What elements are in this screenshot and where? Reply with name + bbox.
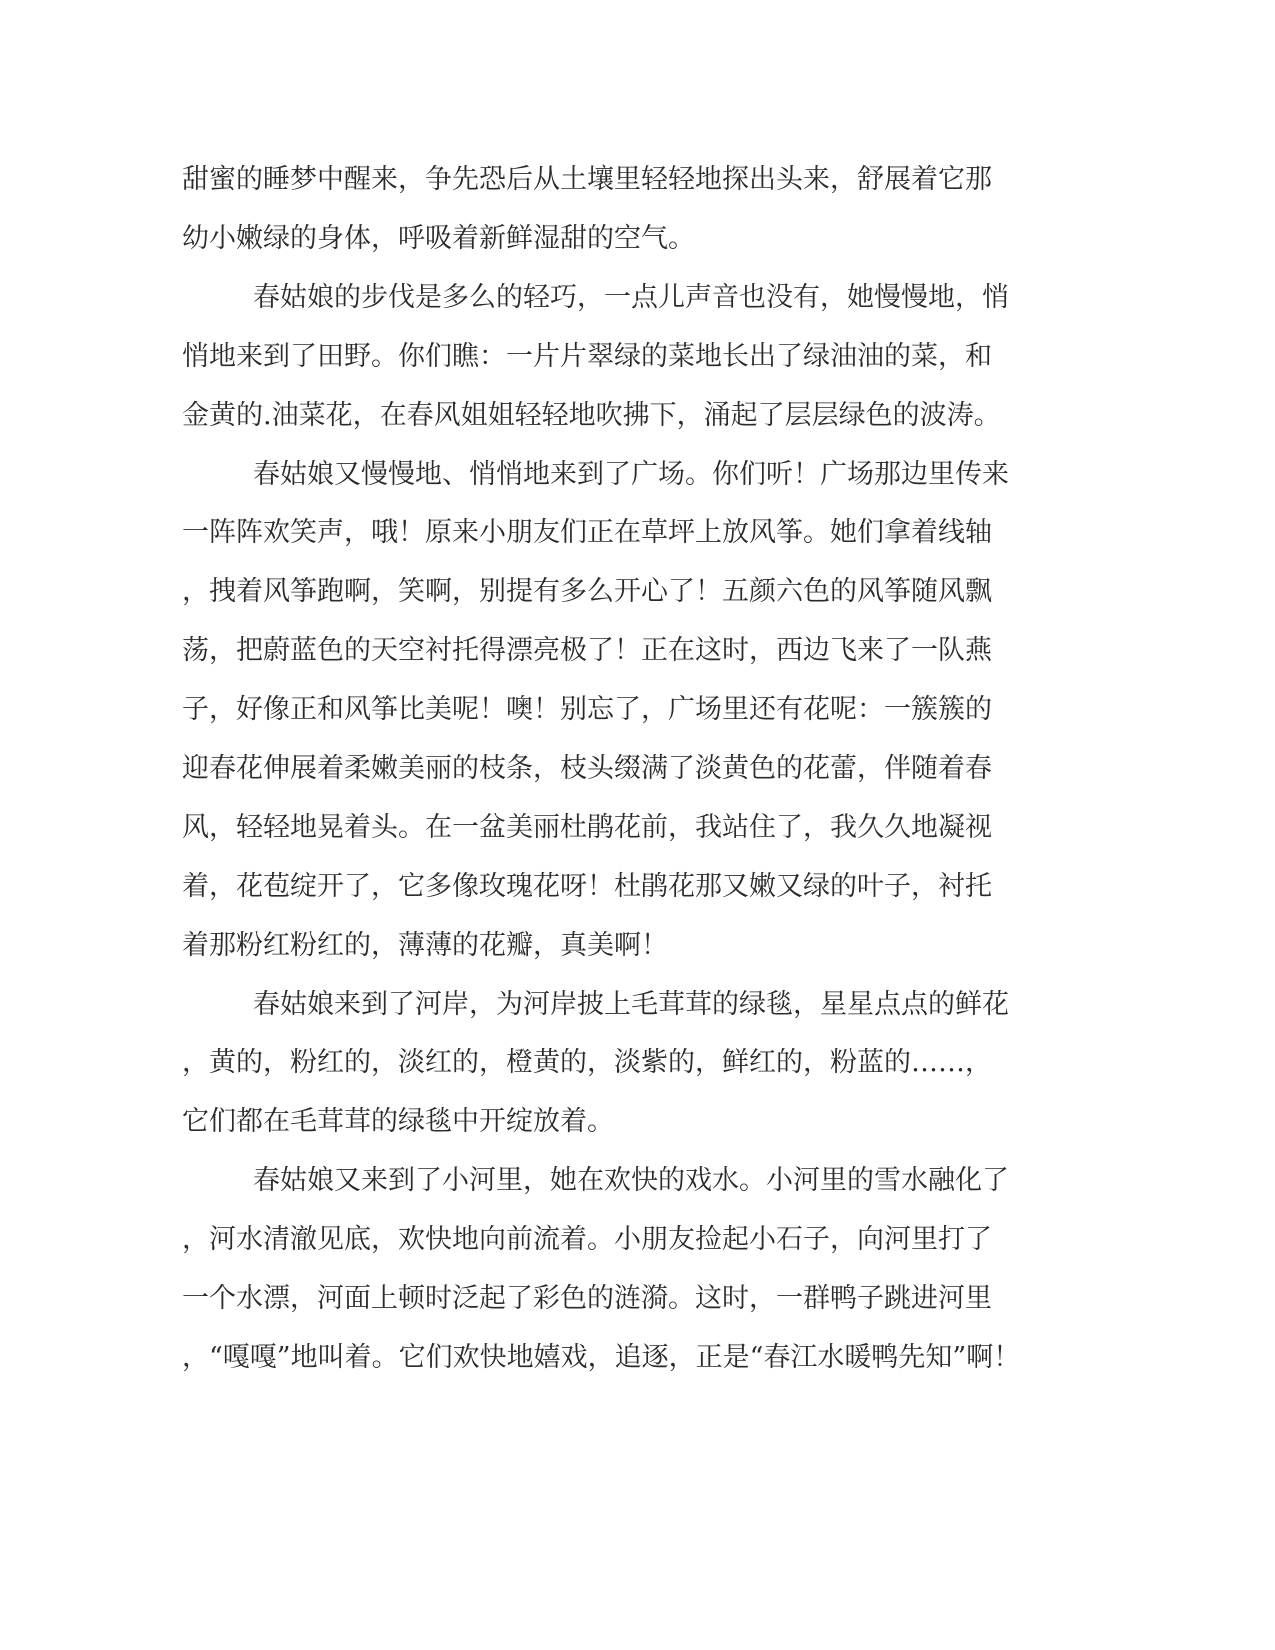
paragraph-first-line: 春姑娘来到了河岸，为河岸披上毛茸茸的绿毯，星星点点的鲜花 xyxy=(253,989,1009,1020)
text-line: 它们都在毛茸茸的绿毯中开绽放着。 xyxy=(182,1106,614,1137)
text-line: 一个水漂，河面上顿时泛起了彩色的涟漪。这时，一群鸭子跳进河里 xyxy=(182,1283,992,1314)
text-line: 迎春花伸展着柔嫩美丽的枝条，枝头缀满了淡黄色的花蕾，伴随着春 xyxy=(182,753,992,784)
text-line: 甜蜜的睡梦中醒来，争先恐后从土壤里轻轻地探出头来，舒展着它那 xyxy=(182,164,992,195)
paragraph-first-line: 春姑娘又来到了小河里，她在欢快的戏水。小河里的雪水融化了 xyxy=(253,1165,1009,1196)
text-line: 风，轻轻地晃着头。在一盆美丽杜鹃花前，我站住了，我久久地凝视 xyxy=(182,812,992,843)
text-line: 一阵阵欢笑声，哦！原来小朋友们正在草坪上放风筝。她们拿着线轴 xyxy=(182,517,992,548)
text-line: 荡，把蔚蓝色的天空衬托得漂亮极了！正在这时，西边飞来了一队燕 xyxy=(182,635,992,666)
text-line: 着那粉红粉红的，薄薄的花瓣，真美啊！ xyxy=(182,930,668,961)
text-line: 金黄的.油菜花，在春风姐姐轻轻地吹拂下，涌起了层层绿色的波涛。 xyxy=(182,400,1001,431)
text-line: 着，花苞绽开了，它多像玫瑰花呀！杜鹃花那又嫩又绿的叶子，衬托 xyxy=(182,871,992,902)
text-line: ，黄的，粉红的，淡红的，橙黄的，淡紫的，鲜红的，粉蓝的……， xyxy=(182,1047,992,1078)
text-line: 幼小嫩绿的身体，呼吸着新鲜湿甜的空气。 xyxy=(182,223,695,254)
text-line: ，河水清澈见底，欢快地向前流着。小朋友捡起小石子，向河里打了 xyxy=(182,1224,992,1255)
paragraph-first-line: 春姑娘的步伐是多么的轻巧，一点儿声音也没有，她慢慢地，悄 xyxy=(253,282,1009,313)
paragraph-first-line: 春姑娘又慢慢地、悄悄地来到了广场。你们听！广场那边里传来 xyxy=(253,459,1009,490)
text-line: 悄地来到了田野。你们瞧：一片片翠绿的菜地长出了绿油油的菜，和 xyxy=(182,341,992,372)
text-line: ，拽着风筝跑啊，笑啊，别提有多么开心了！五颜六色的风筝随风飘 xyxy=(182,576,992,607)
text-line: 子，好像正和风筝比美呢！噢！别忘了，广场里还有花呢：一簇簇的 xyxy=(182,694,992,725)
text-line: ，“嘎嘎”地叫着。它们欢快地嬉戏，追逐，正是“春江水暖鸭先知”啊！ xyxy=(182,1342,1021,1373)
